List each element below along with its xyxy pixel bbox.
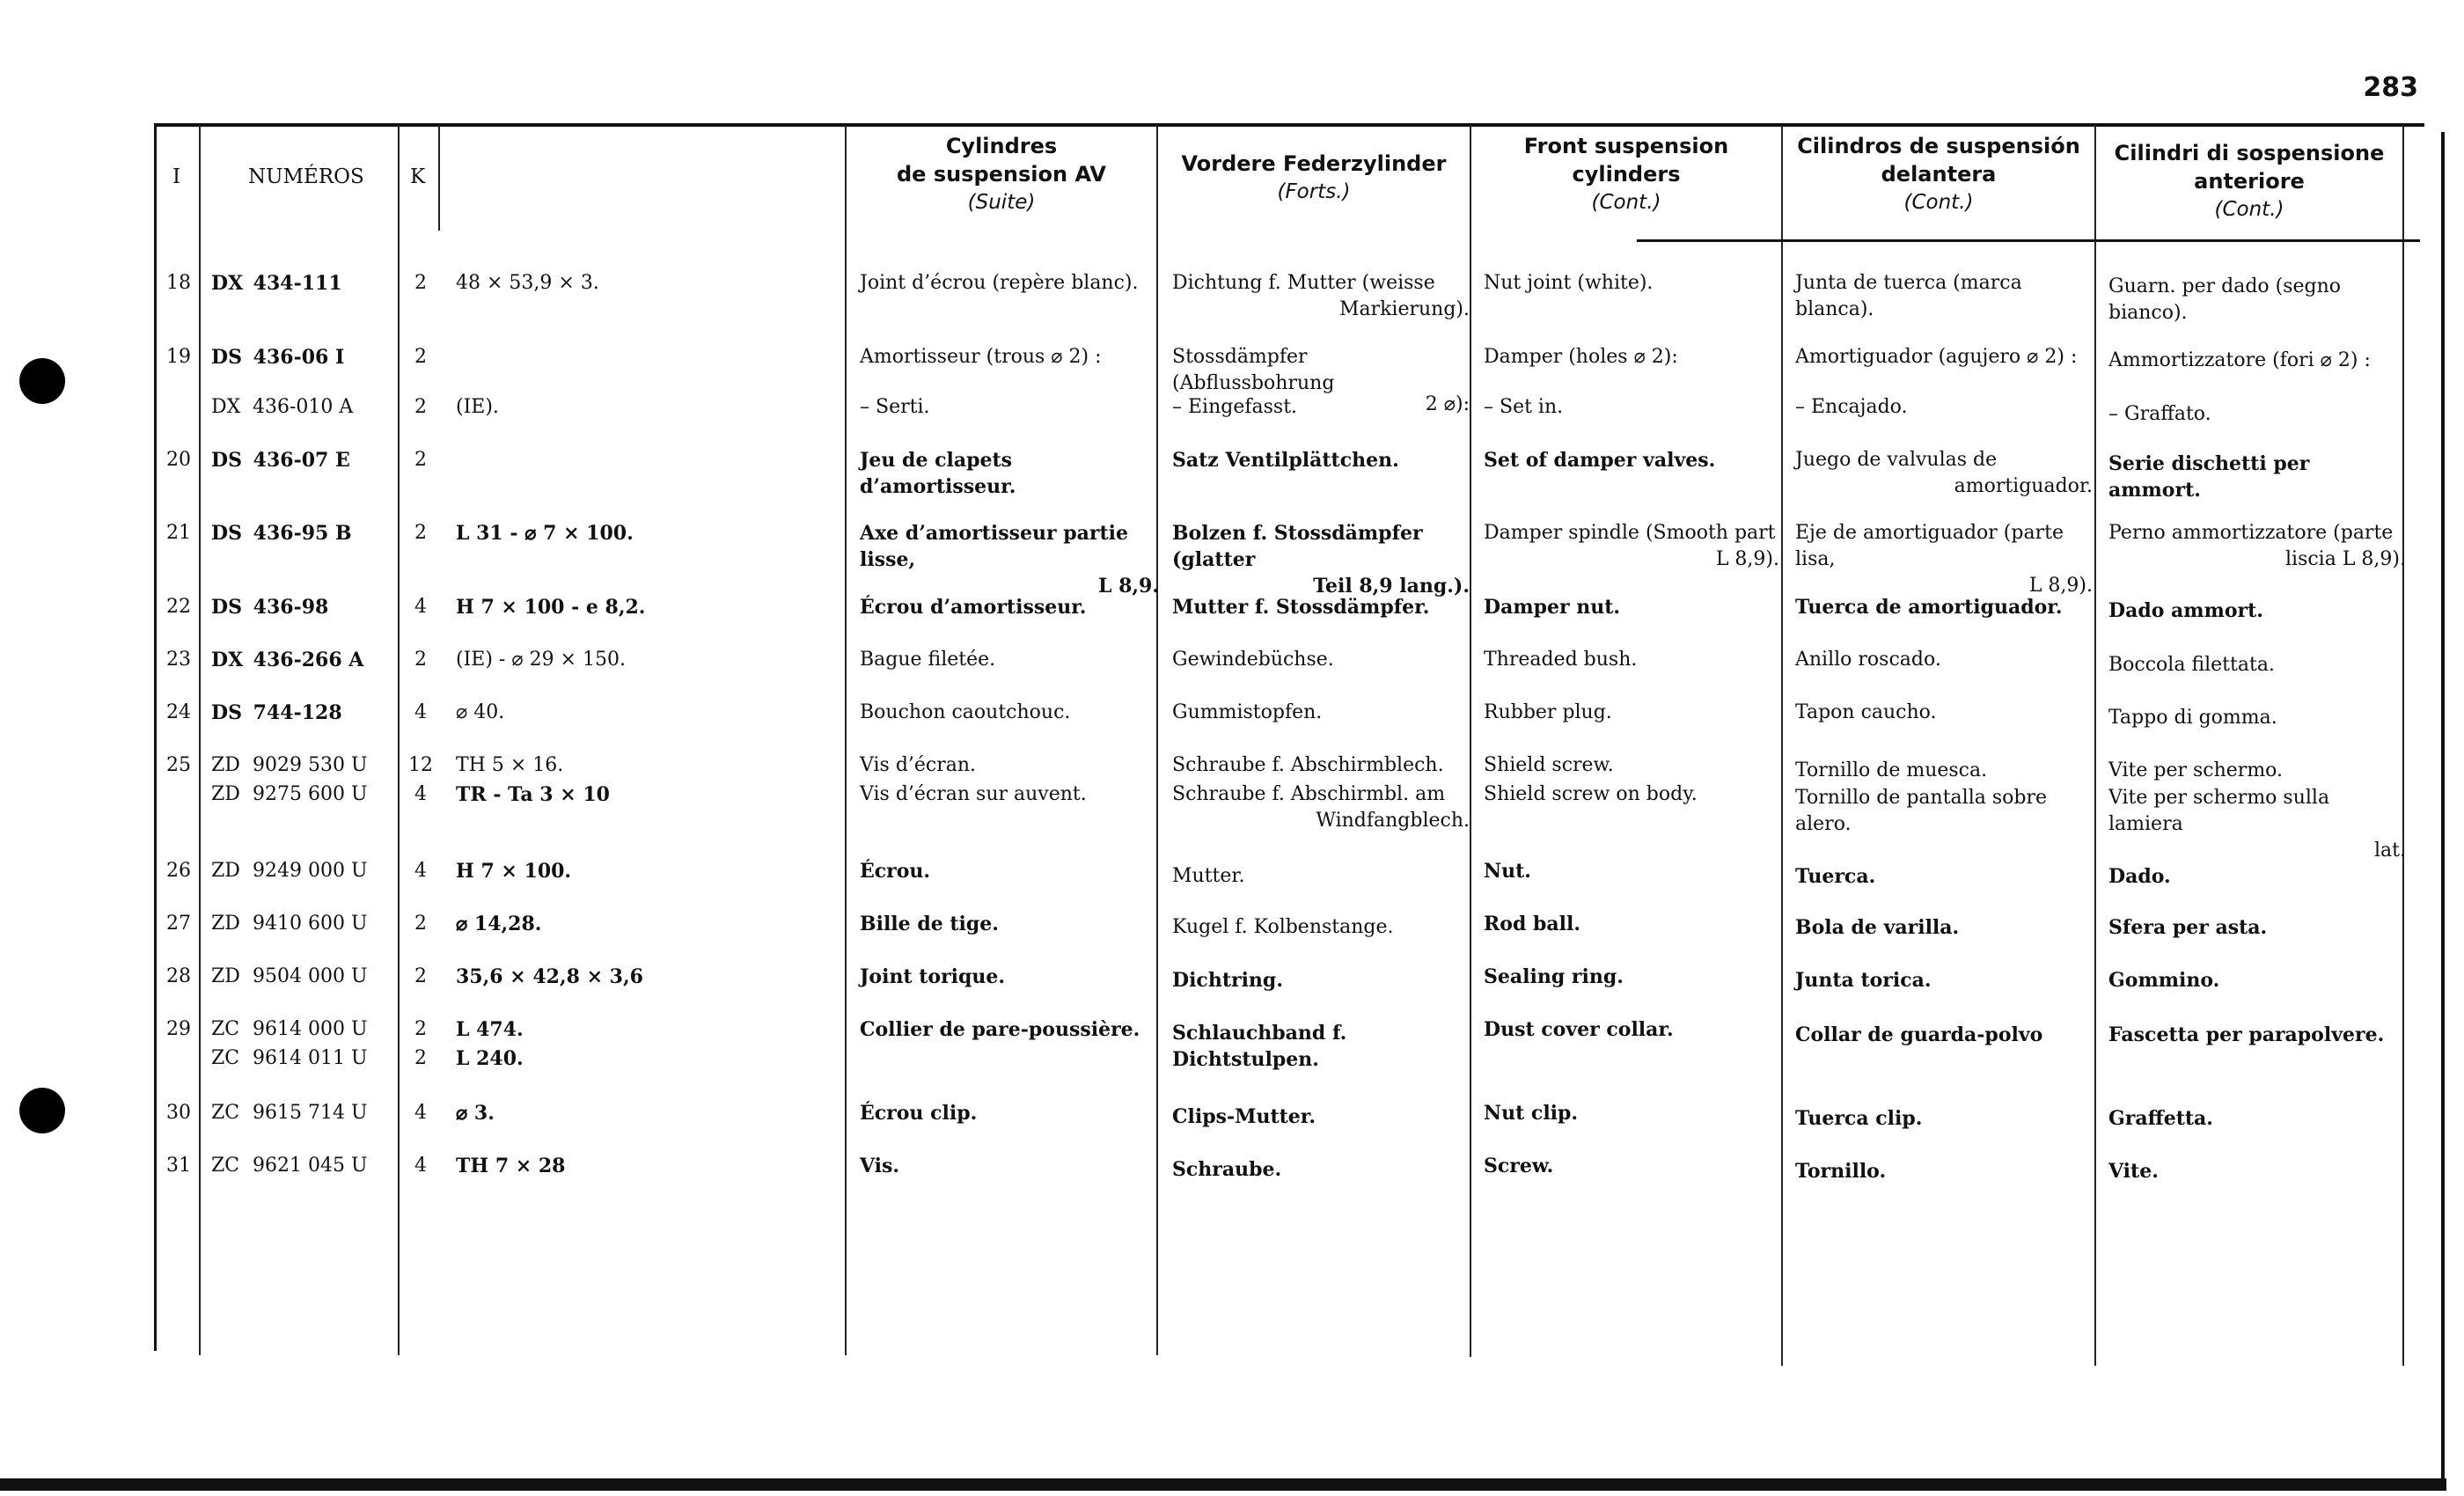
quantity: 4 xyxy=(414,860,427,882)
desc-english: Threaded bush. xyxy=(1484,649,1638,671)
desc-italian: – Graffato. xyxy=(2108,403,2211,425)
dimensions: L 31 - ⌀ 7 × 100. xyxy=(456,522,634,545)
row-number: 23 xyxy=(166,649,191,671)
quantity: 2 xyxy=(414,396,427,418)
desc-german: Schlauchband f. Dichtstulpen. xyxy=(1172,1022,1347,1071)
dimensions: TH 5 × 16. xyxy=(456,754,564,776)
header-german: Vordere Federzylinder (Forts.) xyxy=(1181,151,1447,203)
part-number: DS 436-06 I xyxy=(211,346,345,369)
desc-german: Mutter f. Stossdämpfer. xyxy=(1172,596,1430,619)
desc-french: Jeu de clapets d’amortisseur. xyxy=(860,449,1016,498)
desc-spanish: Junta torica. xyxy=(1795,969,1932,992)
page-bottom-rule xyxy=(0,1478,2446,1491)
desc-spanish: Collar de guarda-polvo xyxy=(1795,1023,2043,1046)
desc-italian: Vite per schermo. xyxy=(2108,759,2284,781)
dimensions: 35,6 × 42,8 × 3,6 xyxy=(456,965,643,988)
desc-spanish: Tapon caucho. xyxy=(1795,701,1937,723)
column-divider xyxy=(199,125,201,1355)
desc-french: Joint d’écrou (repère blanc). xyxy=(860,272,1139,294)
desc-german: Dichtring. xyxy=(1172,969,1283,992)
desc-italian: Perno ammortizzatore (parte liscia L 8,9). xyxy=(2108,522,2406,570)
dimensions: ⌀ 14,28. xyxy=(456,913,542,935)
desc-german: Clips-Mutter. xyxy=(1172,1105,1316,1128)
quantity: 2 xyxy=(414,649,427,671)
table-frame-right xyxy=(2441,132,2445,1487)
desc-english: Nut joint (white). xyxy=(1484,272,1654,294)
desc-spanish: Tuerca. xyxy=(1795,865,1876,888)
desc-italian: Tappo di gomma. xyxy=(2108,707,2277,729)
desc-english: Rod ball. xyxy=(1484,913,1581,935)
binder-hole-top xyxy=(19,358,65,404)
desc-english: Dust cover collar. xyxy=(1484,1018,1674,1041)
desc-french: Collier de pare-poussière. xyxy=(860,1018,1140,1041)
desc-spanish: Bola de varilla. xyxy=(1795,916,1960,939)
row-number: 29 xyxy=(166,1018,191,1040)
desc-english: Screw. xyxy=(1484,1155,1554,1177)
column-divider xyxy=(1470,125,1471,1357)
header-italian: Cilindri di sospensione anteriore (Cont.) xyxy=(2114,141,2385,221)
row-number: 26 xyxy=(166,860,191,882)
part-number: ZD 9275 600 U xyxy=(211,783,368,805)
desc-german: Schraube. xyxy=(1172,1158,1282,1181)
desc-english: Damper (holes ⌀ 2): xyxy=(1484,346,1678,368)
part-number: ZD 9504 000 U xyxy=(211,965,368,987)
part-number: DS 744-128 xyxy=(211,701,342,724)
desc-italian: Sfera per asta. xyxy=(2108,916,2268,939)
desc-italian: Vite per schermo sulla lamiera lat. xyxy=(2108,787,2406,862)
quantity: 2 xyxy=(414,346,427,368)
quantity: 2 xyxy=(414,272,427,294)
desc-french: Amortisseur (trous ⌀ 2) : xyxy=(860,346,1102,368)
row-number: 22 xyxy=(166,596,191,618)
row-number: 25 xyxy=(166,754,191,776)
desc-french: Écrou d’amortisseur. xyxy=(860,596,1087,619)
desc-spanish: Junta de tuerca (marca blanca). xyxy=(1795,272,2022,320)
quantity: 2 xyxy=(414,1047,427,1069)
header-english: Front suspension cylinders (Cont.) xyxy=(1523,134,1729,214)
dimensions: H 7 × 100. xyxy=(456,860,572,883)
part-number: DS 436-98 xyxy=(211,596,329,619)
table-frame-top xyxy=(154,123,2424,127)
part-number: ZD 9249 000 U xyxy=(211,860,368,882)
part-number: ZC 9621 045 U xyxy=(211,1155,368,1177)
part-number: ZD 9410 600 U xyxy=(211,913,368,935)
table-frame-left xyxy=(154,123,157,1351)
desc-italian: Dado. xyxy=(2108,865,2171,888)
part-number: ZD 9029 530 U xyxy=(211,754,368,776)
desc-german: Schraube f. Abschirmbl. am Windfangblech. xyxy=(1172,783,1470,832)
desc-french: Axe d’amortisseur partie lisse, L 8,9. xyxy=(860,522,1159,598)
desc-english: Damper nut. xyxy=(1484,596,1621,619)
row-number: 31 xyxy=(166,1155,191,1177)
row-number: 18 xyxy=(166,272,191,294)
desc-german: Dichtung f. Mutter (weisse Markierung). xyxy=(1172,272,1470,320)
dimensions: ⌀ 40. xyxy=(456,701,505,723)
desc-english: Nut clip. xyxy=(1484,1102,1579,1125)
column-divider xyxy=(845,125,847,1355)
column-divider xyxy=(1781,125,1783,1366)
desc-french: Vis. xyxy=(860,1155,900,1177)
desc-english: Shield screw. xyxy=(1484,754,1614,776)
row-number: 21 xyxy=(166,522,191,544)
desc-italian: Serie dischetti per ammort. xyxy=(2108,452,2310,502)
dimensions: 48 × 53,9 × 3. xyxy=(456,272,599,294)
desc-italian: Guarn. per dado (segno bianco). xyxy=(2108,275,2342,324)
desc-french: Vis d’écran. xyxy=(860,754,977,776)
quantity: 2 xyxy=(414,965,427,987)
desc-german: – Eingefasst. xyxy=(1172,396,1298,418)
quantity: 4 xyxy=(414,1102,427,1124)
row-number: 20 xyxy=(166,449,191,471)
desc-french: Vis d’écran sur auvent. xyxy=(860,783,1087,805)
quantity: 2 xyxy=(414,1018,427,1040)
desc-german: Schraube f. Abschirmblech. xyxy=(1172,754,1444,776)
part-number: ZC 9615 714 U xyxy=(211,1102,368,1124)
desc-english: – Set in. xyxy=(1484,396,1564,418)
dimensions: TH 7 × 28 xyxy=(456,1155,566,1177)
row-number: 28 xyxy=(166,965,191,987)
header-spanish: Cilindros de suspensión delantera (Cont.) xyxy=(1797,134,2080,214)
dimensions: L 474. xyxy=(456,1018,524,1041)
quantity: 4 xyxy=(414,783,427,805)
desc-spanish: Tornillo de pantalla sobre alero. xyxy=(1795,787,2047,835)
desc-spanish: Tuerca de amortiguador. xyxy=(1795,596,2063,619)
quantity: 4 xyxy=(414,1155,427,1177)
dimensions: TR - Ta 3 × 10 xyxy=(456,783,610,806)
dimensions: L 240. xyxy=(456,1047,524,1070)
desc-french: – Serti. xyxy=(860,396,930,418)
desc-german: Gewindebüchse. xyxy=(1172,649,1334,671)
desc-french: Bille de tige. xyxy=(860,913,999,935)
desc-italian: Gommino. xyxy=(2108,969,2220,992)
desc-german: Bolzen f. Stossdämpfer (glatter Teil 8,9 lang.). xyxy=(1172,522,1470,598)
desc-english: Nut. xyxy=(1484,860,1531,883)
desc-english: Rubber plug. xyxy=(1484,701,1612,723)
part-number: DS 436-07 E xyxy=(211,449,350,472)
desc-italian: Fascetta per parapolvere. xyxy=(2108,1023,2385,1046)
desc-german: Gummistopfen. xyxy=(1172,701,1323,723)
desc-italian: Ammortizzatore (fori ⌀ 2) : xyxy=(2108,349,2371,371)
column-divider xyxy=(438,125,440,231)
dimensions: (IE). xyxy=(456,396,499,418)
part-number: ZC 9614 011 U xyxy=(211,1047,368,1069)
desc-english: Set of damper valves. xyxy=(1484,449,1716,472)
desc-spanish: Eje de amortiguador (parte lisa, L 8,9). xyxy=(1795,522,2093,597)
row-number: 27 xyxy=(166,913,191,935)
desc-spanish: – Encajado. xyxy=(1795,396,1908,418)
desc-french: Bague filetée. xyxy=(860,649,996,671)
part-number: DS 436-95 B xyxy=(211,522,352,545)
dimensions: ⌀ 3. xyxy=(456,1102,495,1125)
binder-hole-bottom xyxy=(19,1088,65,1133)
dimensions: (IE) - ⌀ 29 × 150. xyxy=(456,649,626,671)
quantity: 4 xyxy=(414,596,427,618)
desc-spanish: Tornillo. xyxy=(1795,1160,1887,1183)
desc-spanish: Juego de valvulas de amortiguador. xyxy=(1795,449,2093,497)
page-number: 283 xyxy=(2363,72,2418,103)
desc-italian: Graffetta. xyxy=(2108,1107,2213,1130)
desc-german: Mutter. xyxy=(1172,865,1245,887)
desc-spanish: Tuerca clip. xyxy=(1795,1107,1923,1130)
quantity: 2 xyxy=(414,522,427,544)
desc-spanish: Anillo roscado. xyxy=(1795,649,1941,671)
desc-italian: Dado ammort. xyxy=(2108,599,2263,622)
row-number: 19 xyxy=(166,346,191,368)
quantity: 2 xyxy=(414,449,427,471)
desc-spanish: Tornillo de muesca. xyxy=(1795,759,1988,781)
desc-german: Kugel f. Kolbenstange. xyxy=(1172,916,1394,938)
quantity: 4 xyxy=(414,701,427,723)
desc-italian: Boccola filettata. xyxy=(2108,654,2275,676)
desc-german: Stossdämpfer (Abflussbohrung 2 ⌀): xyxy=(1172,346,1470,415)
desc-english: Damper spindle (Smooth part L 8,9). xyxy=(1484,522,1779,570)
part-number: DX 436-010 A xyxy=(211,396,354,418)
desc-french: Écrou. xyxy=(860,860,931,883)
desc-italian: Vite. xyxy=(2108,1160,2159,1183)
header-col-i: I xyxy=(172,165,181,188)
dimensions: H 7 × 100 - e 8,2. xyxy=(456,596,646,619)
header-col-k: K xyxy=(410,165,426,188)
header-rule xyxy=(1637,239,2420,242)
desc-french: Bouchon caoutchouc. xyxy=(860,701,1071,723)
desc-french: Écrou clip. xyxy=(860,1102,978,1125)
part-number: DX 434-111 xyxy=(211,272,342,295)
quantity: 2 xyxy=(414,913,427,935)
column-divider xyxy=(398,125,400,1355)
row-number: 24 xyxy=(166,701,191,723)
desc-english: Sealing ring. xyxy=(1484,965,1624,988)
quantity: 12 xyxy=(408,754,433,776)
row-number: 30 xyxy=(166,1102,191,1124)
desc-german: Satz Ventilplättchen. xyxy=(1172,449,1399,472)
header-col-numeros: NUMÉROS xyxy=(248,165,364,188)
desc-spanish: Amortiguador (agujero ⌀ 2) : xyxy=(1795,346,2078,368)
part-number: DX 436-266 A xyxy=(211,649,364,671)
column-divider xyxy=(2094,125,2096,1366)
desc-english: Shield screw on body. xyxy=(1484,783,1698,805)
part-number: ZC 9614 000 U xyxy=(211,1018,368,1040)
desc-french: Joint torique. xyxy=(860,965,1006,988)
header-french: Cylindres de suspension AV (Suite) xyxy=(897,134,1106,214)
